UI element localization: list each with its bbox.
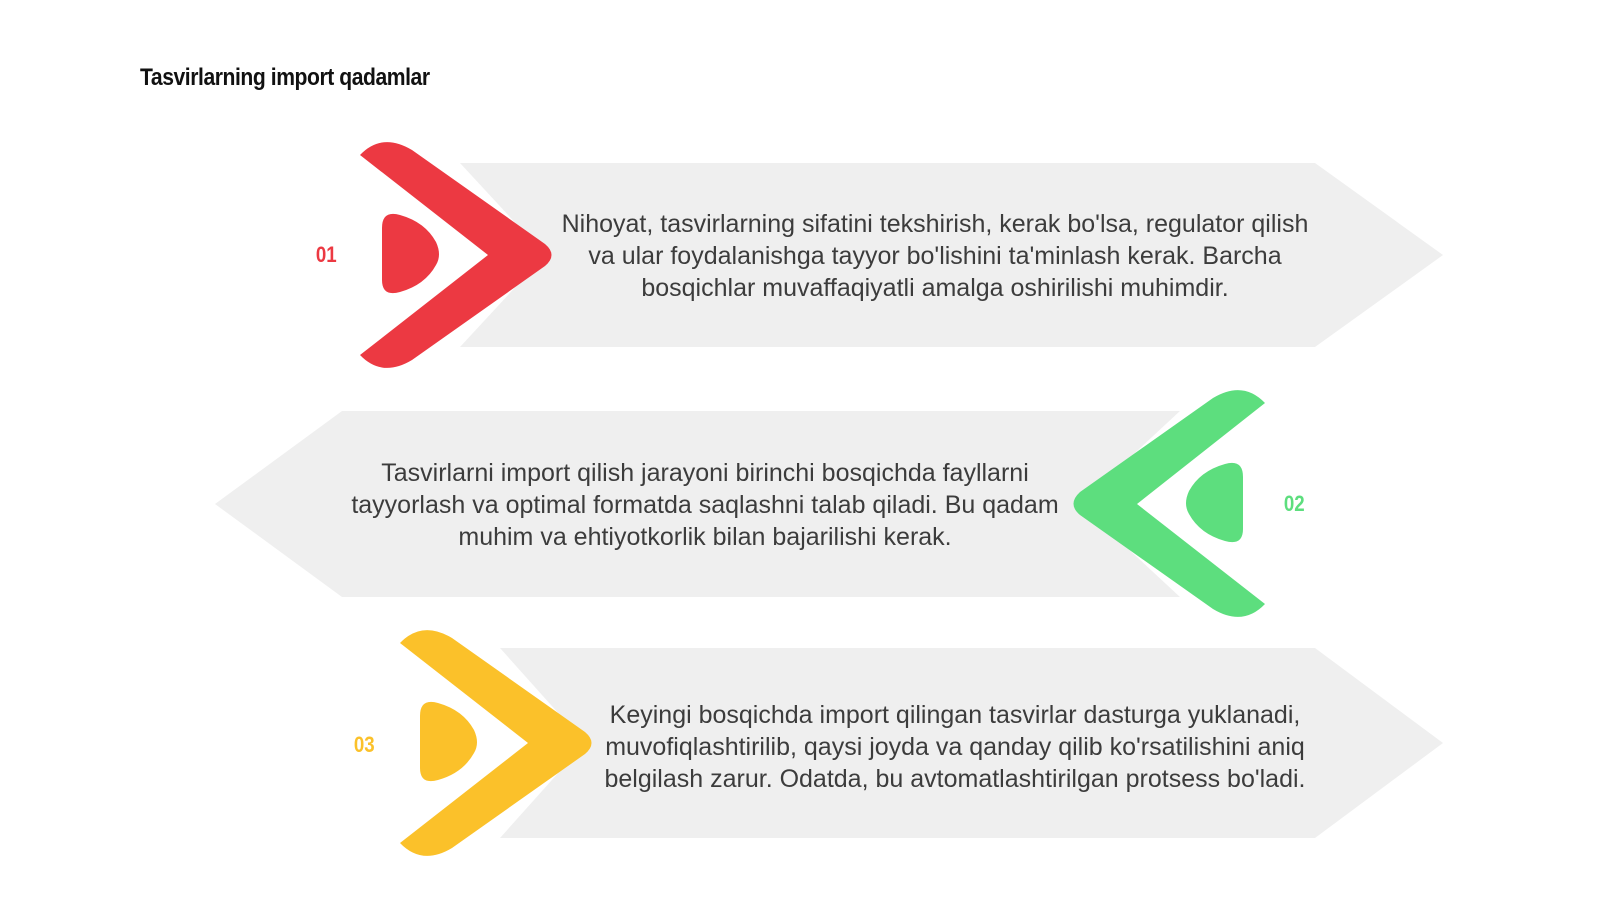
- step-2-text: [300, 457, 1110, 553]
- step-1-line-1: Nihoyat, tasvirlarning sifatini tekshirish, kerak bo'lsa, regulator qilish: [561, 210, 1309, 238]
- step-3-play-icon: [420, 702, 477, 781]
- step-3-line-2: muvofiqlashtirilib, qaysi joyda va qanday qilib ko'rsatilishini aniq: [605, 733, 1305, 761]
- step-2-line-1: Tasvirlarni import qilish jarayoni birinchi bosqichda fayllarni: [381, 459, 1029, 487]
- step-1-number: 01: [315, 242, 337, 267]
- step-1-line-3: bosqichlar muvaffaqiyatli amalga oshirilishi muhimdir.: [641, 274, 1229, 302]
- step-2-line-2: tayyorlash va optimal formatda saqlashni talab qiladi. Bu qadam: [351, 491, 1059, 519]
- step-2-line-3: muhim va ehtiyotkorlik bilan bajarilishi kerak.: [458, 523, 952, 551]
- step-2-number: 02: [1283, 491, 1305, 516]
- step-3-line-3: belgilash zarur. Odatda, bu avtomatlashtirilgan protsess bo'ladi.: [604, 765, 1306, 793]
- step-1-play-icon: [382, 214, 439, 293]
- step-2-play-icon: [1186, 463, 1243, 542]
- step-3-line-1: Keyingi bosqichda import qilingan tasvirlar dasturga yuklanadi,: [609, 701, 1301, 729]
- page-title: Tasvirlarning import qadamlar: [140, 64, 430, 91]
- step-3-text: [560, 699, 1350, 795]
- step-3-number: 03: [353, 732, 375, 757]
- step-1-text: [520, 208, 1350, 304]
- step-1-line-2: va ular foydalanishga tayyor bo'lishini ta'minlash kerak. Barcha: [588, 242, 1282, 270]
